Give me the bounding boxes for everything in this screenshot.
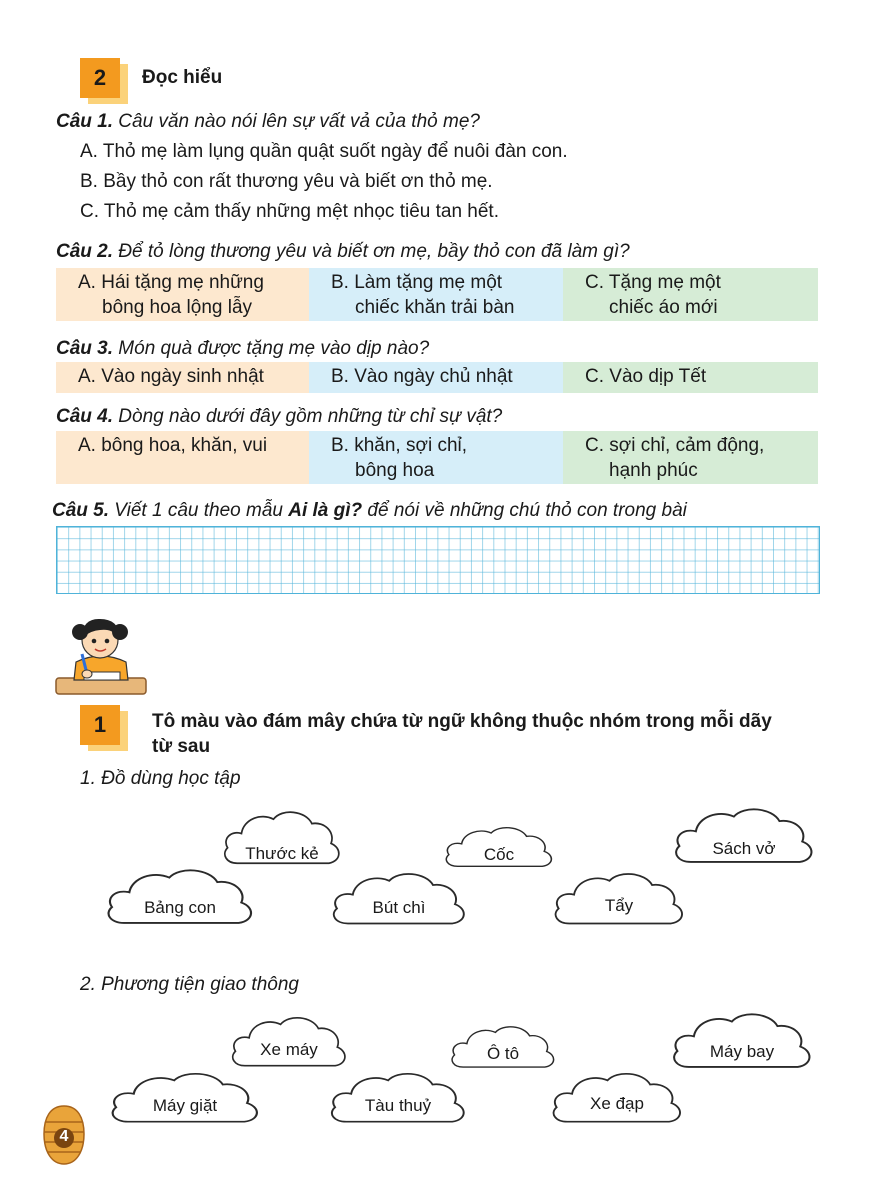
question-5-pre: Viết 1 câu theo mẫu: [109, 500, 289, 521]
writing-grid[interactable]: [56, 526, 820, 594]
question-1-option-a: A. Thỏ mẹ làm lụng quần quật suốt ngày để nuôi đàn con.: [80, 141, 568, 162]
question-3-option-c[interactable]: C. Vào dịp Tết: [563, 362, 818, 393]
question-4-label: Câu 4.: [56, 406, 114, 427]
page-number: 4: [59, 1128, 69, 1145]
option-line: hạnh phúc: [609, 460, 698, 481]
question-2-options: [56, 268, 818, 321]
exercise-title: [152, 709, 772, 759]
question-1-option-b: B. Bầy thỏ con rất thương yêu và biết ơn thỏ mẹ.: [80, 171, 493, 192]
cloud-word[interactable]: [666, 1008, 818, 1076]
cloud-word[interactable]: [548, 868, 690, 932]
cloud-word[interactable]: [326, 868, 472, 932]
page-number-beehive: [40, 1104, 88, 1166]
option-line: C. Tặng mẹ một: [585, 272, 721, 293]
cloud-label: Bút chì: [372, 898, 426, 917]
option-line: A. Hái tặng mẹ những: [78, 272, 264, 293]
exercise-title-line: từ sau: [152, 736, 211, 757]
cloud-label: Cốc: [483, 845, 515, 864]
question-4-option-a[interactable]: [56, 431, 309, 484]
cloud-word[interactable]: [104, 1068, 266, 1130]
cloud-label: Tàu thuỷ: [364, 1096, 432, 1115]
question-2-label: Câu 2.: [56, 241, 114, 262]
question-4-options: [56, 431, 818, 484]
cloud-word[interactable]: [100, 864, 260, 932]
cloud-label: Thước kẻ: [245, 844, 319, 863]
question-4-text: Dòng nào dưới đây gồm những từ chỉ sự vật?: [113, 406, 503, 427]
option-line: B. khăn, sợi chỉ,: [331, 435, 468, 456]
question-5-pattern: Ai là gì?: [288, 500, 363, 521]
badge-number: 2: [80, 58, 120, 98]
cloud-label: Ô tô: [486, 1044, 520, 1063]
option-line: bông hoa lộng lẫy: [102, 297, 253, 318]
question-4-option-b[interactable]: [309, 431, 563, 484]
cloud-label: Bảng con: [144, 898, 216, 917]
cloud-word[interactable]: [446, 1022, 560, 1074]
question-1-label: Câu 1.: [56, 111, 114, 132]
question-3: [56, 338, 429, 360]
question-2-option-a[interactable]: [56, 268, 309, 321]
option-line: A. bông hoa, khăn, vui: [78, 435, 268, 456]
question-2-option-c[interactable]: [563, 268, 818, 321]
question-3-option-b[interactable]: B. Vào ngày chủ nhật: [309, 362, 563, 393]
question-4-option-c[interactable]: [563, 431, 818, 484]
girl-writing-illustration: [54, 610, 148, 696]
question-3-text: Món quà được tặng mẹ vào dịp nào?: [113, 338, 430, 359]
option-line: chiếc khăn trải bàn: [355, 297, 515, 318]
cloud-word[interactable]: [546, 1068, 688, 1130]
cloud-word[interactable]: [668, 803, 820, 871]
option-line: C. sợi chỉ, cảm động,: [585, 435, 765, 456]
exercise-title-line: Tô màu vào đám mây chứa từ ngữ không thuộc nhóm trong mỗi dãy: [152, 711, 772, 732]
group-1-title: 1. Đồ dùng học tập: [80, 768, 241, 789]
question-3-option-a[interactable]: A. Vào ngày sinh nhật: [56, 362, 309, 393]
cloud-label: Máy bay: [709, 1042, 775, 1061]
cloud-label: Máy giặt: [152, 1096, 218, 1115]
question-2: [56, 241, 630, 263]
group-2-title: 2. Phương tiện giao thông: [80, 974, 299, 995]
cloud-word[interactable]: [218, 806, 346, 872]
question-1-option-c: C. Thỏ mẹ cảm thấy những mệt nhọc tiêu tan hết.: [80, 201, 499, 222]
question-3-options: [56, 362, 818, 393]
cloud-label: Tẩy: [604, 896, 634, 915]
question-1: [56, 111, 480, 133]
question-5-post: để nói về những chú thỏ con trong bài: [362, 500, 687, 521]
cloud-label: Xe máy: [260, 1040, 318, 1059]
question-1-text: Câu văn nào nói lên sự vất vả của thỏ mẹ?: [113, 111, 480, 132]
option-line: B. Làm tặng mẹ một: [331, 272, 503, 293]
badge-number: 1: [80, 705, 120, 745]
option-line: bông hoa: [355, 460, 435, 481]
cloud-word[interactable]: [324, 1068, 472, 1130]
exercise-number-badge: [80, 705, 124, 749]
section-number-badge: [80, 58, 124, 102]
cloud-word[interactable]: [226, 1012, 352, 1074]
cloud-word[interactable]: [440, 823, 558, 873]
option-line: chiếc áo mới: [609, 297, 718, 318]
question-5-label: Câu 5.: [52, 500, 110, 521]
question-5: [52, 500, 687, 522]
question-3-label: Câu 3.: [56, 338, 114, 359]
question-2-text: Để tỏ lòng thương yêu và biết ơn mẹ, bầy thỏ con đã làm gì?: [113, 241, 630, 262]
cloud-label: Xe đạp: [590, 1094, 644, 1113]
question-2-option-b[interactable]: [309, 268, 563, 321]
cloud-label: Sách vở: [712, 839, 776, 858]
question-4: [56, 406, 502, 428]
section-title: Đọc hiểu: [142, 67, 223, 88]
